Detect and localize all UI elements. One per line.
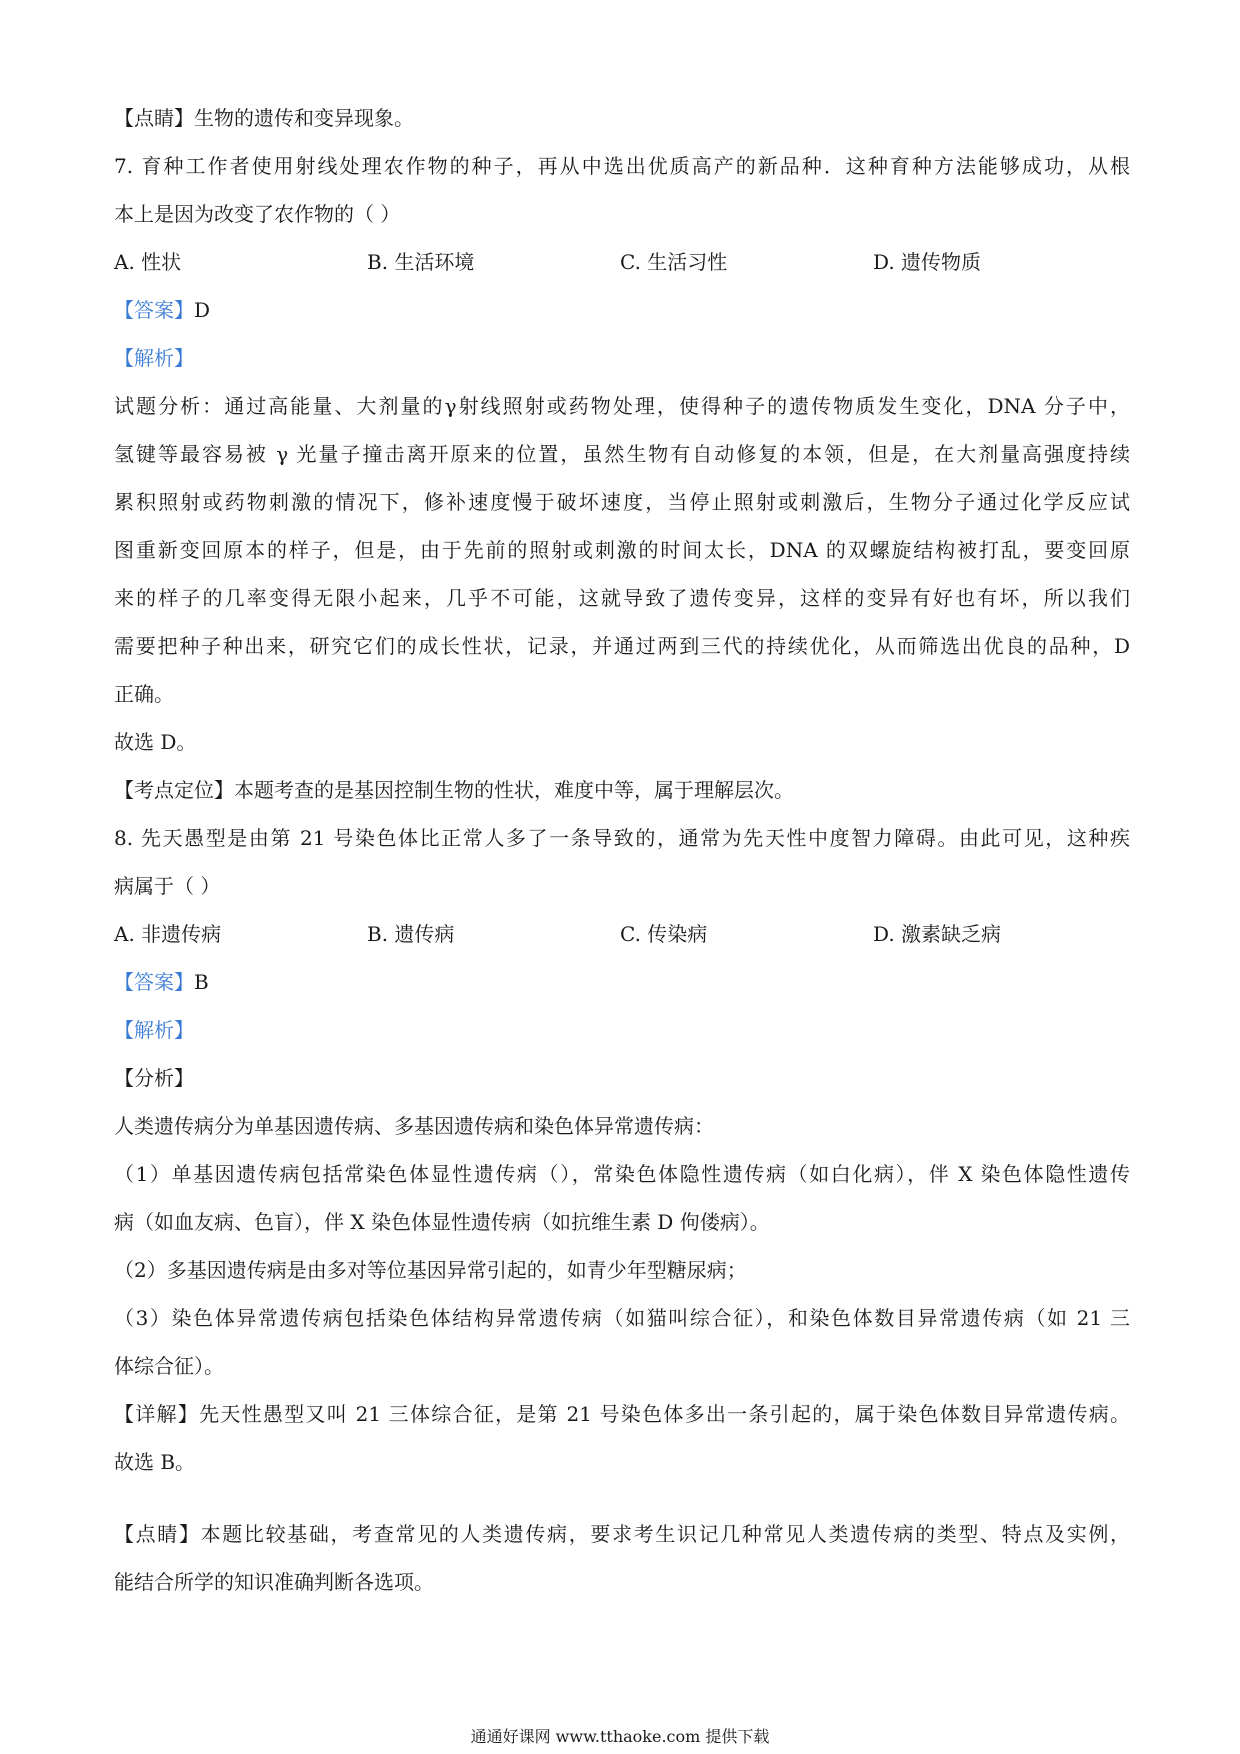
q7-analysis-line2: 氢键等最容易被 γ 光量子撞击离开原来的位置，虽然生物有自动修复的本领，但是，在大剂量高强度持续 [114,442,1130,466]
q7-option-b: B. 生活环境 [367,250,475,274]
q8-option-a: A. 非遗传病 [114,922,222,946]
q7-analysis-line6: 需要把种子种出来，研究它们的成长性状，记录，并通过两到三代的持续优化，从而筛选出优良的品种，D [114,634,1130,658]
answer-tag: 【答案】 [114,298,194,322]
page-footer: 通通好课网 www.tthaoke.com 提供下载 [470,1727,770,1746]
q8-analysis-tag: 【解析】 [114,1018,194,1042]
q7-option-a: A. 性状 [114,250,182,274]
q7-analysis-line4: 图重新变回原本的样子，但是，由于先前的照射或刺激的时间太长，DNA 的双螺旋结构被打乱，要变回原 [114,538,1130,562]
answer-value: B [194,970,209,994]
q8-choose: 故选 B。 [114,1450,196,1474]
question-7-stem-line2: 本上是因为改变了农作物的（ ） [114,202,401,226]
q8-body-line4: （2）多基因遗传病是由多对等位基因异常引起的，如青少年型糖尿病； [114,1258,747,1282]
q8-option-c: C. 传染病 [620,922,708,946]
q7-analysis-line5: 来的样子的几率变得无限小起来，几乎不可能，这就导致了遗传变异，这样的变异有好也有坏，所以我们 [114,586,1130,610]
q7-analysis-line7: 正确。 [114,682,174,706]
q8-fenxi-tag: 【分析】 [114,1066,194,1090]
q8-option-d: D. 激素缺乏病 [873,922,1002,946]
q8-xiangjie: 【详解】先天性愚型又叫 21 三体综合征，是第 21 号染色体多出一条引起的，属于染色体数目异常遗传病。 [114,1402,1130,1426]
q8-dianjing-line1: 【点睛】本题比较基础，考查常见的人类遗传病，要求考生识记几种常见人类遗传病的类型、特点及实例， [114,1522,1130,1546]
q7-analysis-line3: 累积照射或药物刺激的情况下，修补速度慢于破坏速度，当停止照射或刺激后，生物分子通过化学反应试 [114,490,1130,514]
question-7-stem-line1: 7. 育种工作者使用射线处理农作物的种子，再从中选出优质高产的新品种．这种育种方法能够成功，从根 [114,154,1130,178]
answer-tag: 【答案】 [114,970,194,994]
dianjing-q6: 【点睛】生物的遗传和变异现象。 [114,106,414,130]
q7-analysis-line1: 试题分析：通过高能量、大剂量的γ射线照射或药物处理，使得种子的遗传物质发生变化，DNA 分子中， [114,394,1130,418]
q8-dianjing-line2: 能结合所学的知识准确判断各选项。 [114,1570,434,1594]
q7-option-d: D. 遗传物质 [873,250,982,274]
question-8-stem-line2: 病属于（ ） [114,874,221,898]
q7-choose: 故选 D。 [114,730,197,754]
q7-option-c: C. 生活习性 [620,250,728,274]
q8-body-line5: （3）染色体异常遗传病包括染色体结构异常遗传病（如猫叫综合征），和染色体数目异常遗传病（如 21 三 [114,1306,1130,1330]
q8-body-line3: 病（如血友病、色盲），伴 X 染色体显性遗传病（如抗维生素 D 佝偻病）。 [114,1210,770,1234]
question-8-stem-line1: 8. 先天愚型是由第 21 号染色体比正常人多了一条导致的，通常为先天性中度智力障碍。由此可见，这种疾 [114,826,1130,850]
q7-analysis-tag: 【解析】 [114,346,194,370]
q7-answer [114,295,1130,325]
q8-option-b: B. 遗传病 [367,922,455,946]
q8-answer [114,967,1130,997]
q7-kaodian: 【考点定位】本题考查的是基因控制生物的性状，难度中等，属于理解层次。 [114,778,794,802]
q8-body-line1: 人类遗传病分为单基因遗传病、多基因遗传病和染色体异常遗传病： [114,1114,714,1138]
q8-body-line6: 体综合征）。 [114,1354,224,1378]
answer-value: D [194,298,211,322]
q8-body-line2: （1）单基因遗传病包括常染色体显性遗传病（），常染色体隐性遗传病（如白化病），伴 X 染色体隐性遗传 [114,1162,1130,1186]
